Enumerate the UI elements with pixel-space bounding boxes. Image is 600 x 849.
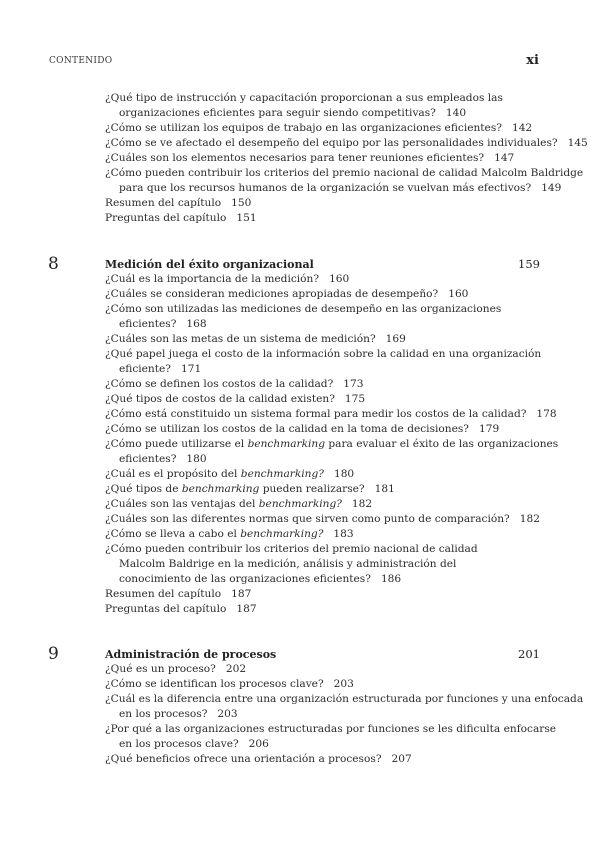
entry-page: 187 — [231, 588, 252, 600]
running-head: CONTENIDO — [49, 56, 113, 66]
entry-page: 150 — [231, 197, 252, 209]
toc-entry[interactable] — [105, 437, 559, 467]
entry-page: 178 — [536, 408, 557, 420]
entry-text: ¿Cómo se lleva a cabo el — [105, 528, 241, 540]
toc-entry[interactable] — [105, 722, 557, 752]
entry-text: ¿Qué papel juega el costo de la información sobre la calidad en una organización — [105, 348, 542, 360]
toc-entry[interactable] — [105, 407, 557, 422]
entry-page: 171 — [180, 363, 202, 375]
entry-text: ¿Cómo pueden contribuir los criterios del premio nacional de calidad — [105, 543, 478, 555]
entry-text: ¿Cuáles son las diferentes normas que sirven como punto de comparación? — [105, 513, 510, 525]
entry-text: ¿Qué tipos de costos de la calidad existen? — [105, 393, 335, 405]
entry-page: 186 — [380, 573, 402, 585]
entry-page: 140 — [445, 107, 467, 119]
toc-entry[interactable] — [105, 482, 540, 497]
entry-page: 160 — [329, 273, 350, 285]
entry-text: pueden realizarse? — [259, 483, 365, 495]
chapter-number: 9 — [48, 644, 59, 664]
toc-entry[interactable] — [105, 497, 540, 512]
entry-page: 180 — [186, 453, 207, 465]
entry-text: conocimiento de las organizaciones eficientes? — [119, 573, 371, 585]
toc-entry[interactable] — [105, 287, 540, 302]
entry-page: 149 — [541, 182, 562, 194]
toc-entry-questions[interactable] — [105, 602, 540, 617]
entry-page: 169 — [385, 333, 406, 345]
entry-text: ¿Cómo son utilizadas las mediciones de desempeño en las organizaciones — [105, 303, 502, 315]
toc-entry[interactable] — [105, 91, 540, 121]
entry-text: ¿Cuál es el propósito del — [105, 468, 241, 480]
toc-entry[interactable] — [105, 347, 540, 377]
entry-text: ¿Qué beneficios ofrece una orientación a procesos? — [105, 753, 382, 765]
entry-text: ¿Cómo pueden contribuir los criterios del premio nacional de calidad Malcolm Baldridge — [105, 167, 584, 179]
entry-text-italic: benchmarking? — [258, 498, 342, 510]
entry-page: 206 — [248, 738, 269, 750]
chapter-9 — [105, 647, 584, 767]
entry-text: ¿Por qué a las organizaciones estructuradas por funciones se les dificulta enfocarse — [105, 723, 557, 735]
entry-page: 202 — [225, 663, 247, 675]
chapter-heading[interactable] — [105, 647, 540, 662]
toc-entry[interactable] — [105, 542, 540, 587]
entry-text: en los procesos? — [119, 708, 208, 720]
entry-text: Preguntas del capítulo — [105, 603, 227, 615]
toc-entry[interactable] — [105, 422, 540, 437]
entry-page: 203 — [217, 708, 238, 720]
entry-text: para que los recursos humanos de la organización se vuelvan más efectivos? — [119, 182, 532, 194]
entry-text-italic: benchmarking? — [240, 468, 324, 480]
entry-page: 187 — [236, 603, 257, 615]
entry-page: 207 — [391, 753, 412, 765]
chapter-7-entries — [105, 91, 588, 226]
toc-entry[interactable] — [105, 527, 540, 542]
entry-text: organizaciones eficientes para seguir siendo competitivas? — [119, 107, 436, 119]
toc-entry[interactable] — [105, 151, 540, 166]
toc-entry[interactable] — [105, 166, 584, 196]
chapter-number: 8 — [48, 254, 59, 274]
entry-text-italic: benchmarking? — [240, 528, 324, 540]
toc-entry[interactable] — [105, 512, 540, 527]
entry-page: 168 — [186, 318, 207, 330]
toc-entry[interactable] — [105, 121, 540, 136]
entry-text: eficiente? — [119, 363, 171, 375]
chapter-page: 159 — [518, 257, 540, 271]
page-number: xi — [526, 53, 539, 68]
entry-page: 147 — [494, 152, 515, 164]
toc-entry[interactable] — [105, 136, 588, 151]
entry-text: ¿Cómo se ve afectado el desempeño del equipo por las personalidades individuales? — [105, 137, 558, 149]
toc-entry[interactable] — [105, 392, 540, 407]
entry-page: 182 — [351, 498, 373, 510]
toc-entry[interactable] — [105, 692, 584, 722]
entry-text: ¿Cómo puede utilizarse el — [105, 438, 248, 450]
entry-text: ¿Cuál es la importancia de la medición? — [105, 273, 320, 285]
entry-page: 203 — [333, 678, 354, 690]
entry-text: Resumen del capítulo — [105, 588, 222, 600]
toc-entry[interactable] — [105, 752, 540, 767]
toc-entry[interactable] — [105, 662, 540, 677]
entry-text: ¿Cómo está constituido un sistema formal para medir los costos de la calidad? — [105, 408, 527, 420]
entry-text: ¿Cuáles se consideran mediciones apropiadas de desempeño? — [105, 288, 439, 300]
toc-entry[interactable] — [105, 677, 540, 692]
entry-page: 180 — [333, 468, 355, 480]
entry-page: 160 — [448, 288, 469, 300]
entry-text: ¿Cuáles son las metas de un sistema de medición? — [105, 333, 376, 345]
toc-entry[interactable] — [105, 302, 540, 332]
entry-page: 173 — [343, 378, 364, 390]
entry-text: Resumen del capítulo — [105, 197, 222, 209]
entry-page: 183 — [333, 528, 354, 540]
entry-text: ¿Cómo se definen los costos de la calidad? — [105, 378, 334, 390]
entry-text: eficientes? — [119, 318, 177, 330]
entry-text-italic: benchmarking — [181, 483, 260, 495]
entry-page: 145 — [567, 137, 588, 149]
entry-text-italic: benchmarking — [247, 438, 326, 450]
entry-text: ¿Cómo se identifican los procesos clave? — [105, 678, 324, 690]
entry-page: 181 — [374, 483, 395, 495]
toc-entry[interactable] — [105, 377, 540, 392]
toc-entry-summary[interactable] — [105, 587, 540, 602]
chapter-title: Medición del éxito organizacional — [105, 258, 314, 271]
chapter-8 — [105, 257, 559, 617]
entry-text: ¿Cuáles son las ventajas del — [105, 498, 259, 510]
toc-entry[interactable] — [105, 332, 540, 347]
chapter-heading[interactable] — [105, 257, 540, 272]
entry-page: 151 — [236, 212, 257, 224]
entry-page: 175 — [344, 393, 366, 405]
entry-text: ¿Cuál es la diferencia entre una organización estructurada por funciones y una enfocada — [105, 693, 584, 705]
entry-text: ¿Cuáles son los elementos necesarios para tener reuniones eficientes? — [105, 152, 485, 164]
entry-page: 179 — [478, 423, 500, 435]
entry-page: 182 — [519, 513, 540, 525]
entry-text: ¿Qué tipos de — [105, 483, 182, 495]
toc-entry[interactable] — [105, 272, 540, 287]
entry-text: en los procesos clave? — [119, 738, 239, 750]
entry-text: Malcolm Baldrige en la medición, análisis y administración del — [119, 558, 457, 570]
entry-text: ¿Cómo se utilizan los equipos de trabajo en las organizaciones eficientes? — [105, 122, 502, 134]
entry-text: ¿Cómo se utilizan los costos de la calidad en la toma de decisiones? — [105, 423, 469, 435]
toc-entry-summary[interactable] — [105, 196, 540, 211]
entry-text: ¿Qué es un proceso? — [105, 663, 216, 675]
entry-text: Preguntas del capítulo — [105, 212, 227, 224]
entry-text: para evaluar el éxito de las organizaciones — [325, 438, 559, 450]
entry-page: 142 — [511, 122, 533, 134]
toc-entry[interactable] — [105, 467, 540, 482]
chapter-title: Administración de procesos — [105, 648, 277, 661]
toc-entry-questions[interactable] — [105, 211, 540, 226]
entry-text: eficientes? — [119, 453, 177, 465]
chapter-page: 201 — [518, 647, 540, 661]
entry-text: ¿Qué tipo de instrucción y capacitación proporcionan a sus empleados las — [105, 92, 503, 104]
